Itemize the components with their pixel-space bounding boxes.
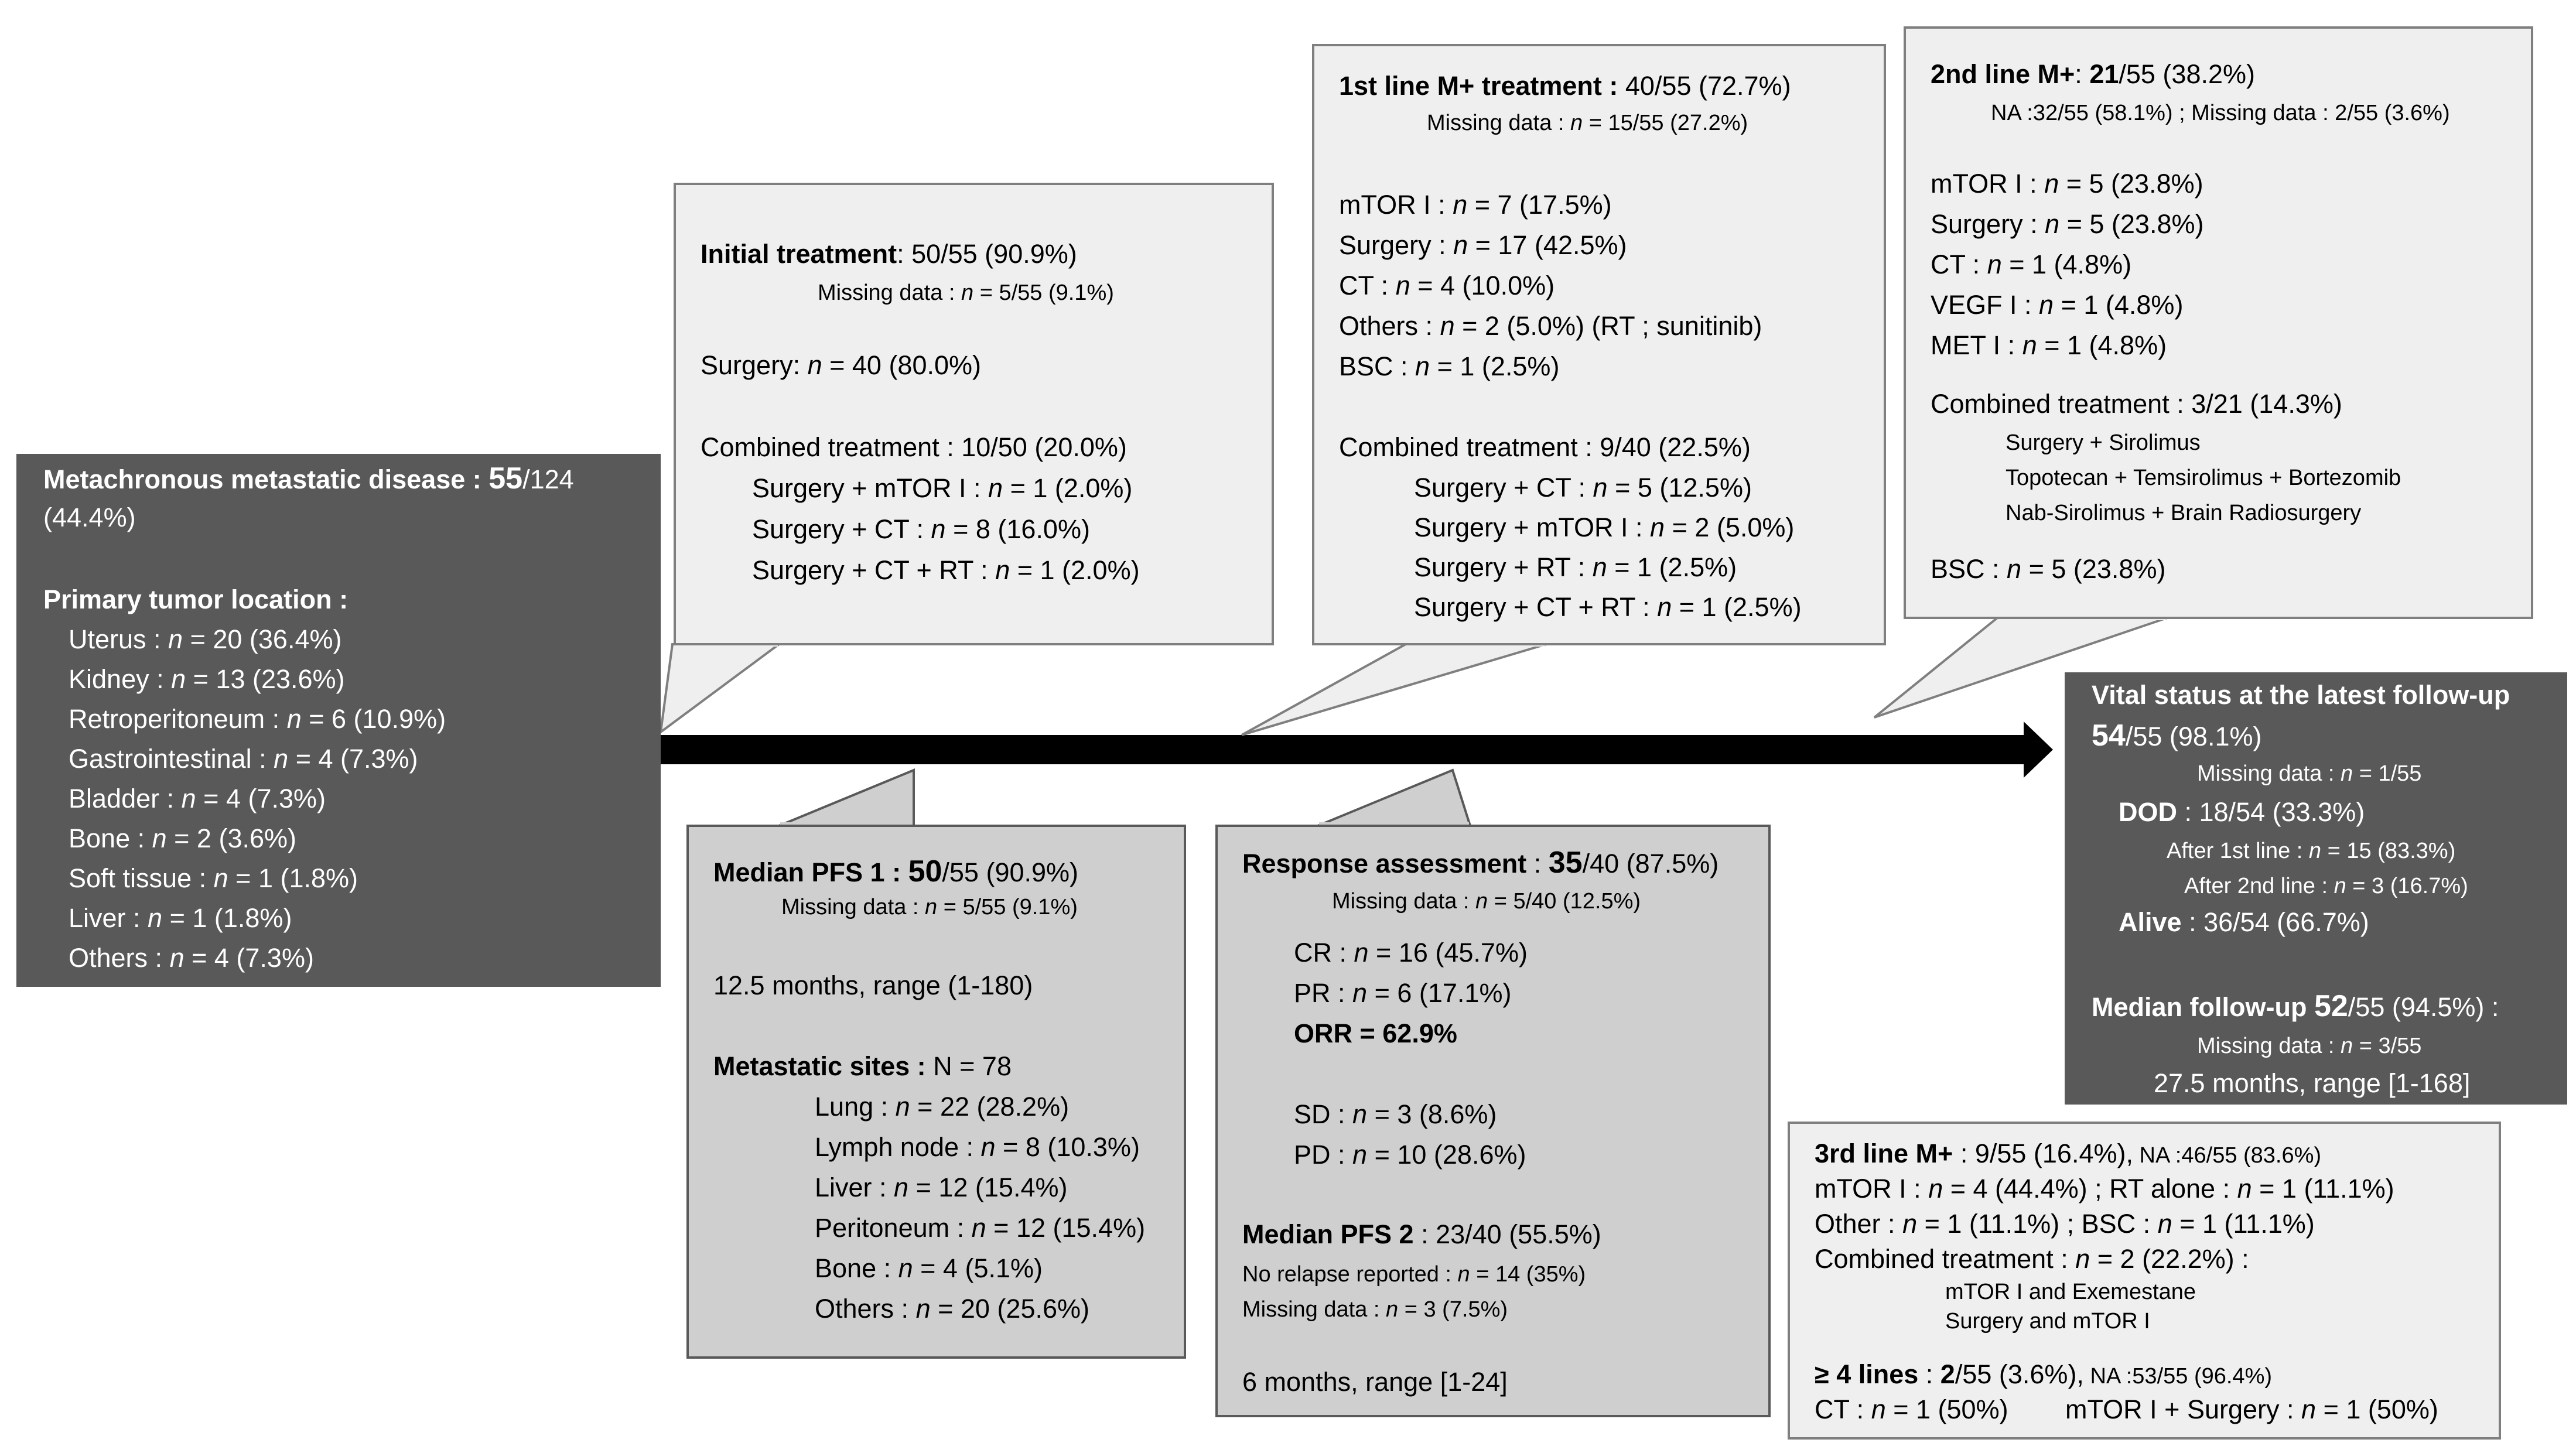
second-line-combined-item: Nab-Sirolimus + Brain Radiosurgery bbox=[2006, 501, 2362, 525]
first-line-combined-item: Surgery + CT : n = 5 (12.5%) bbox=[1414, 473, 1752, 502]
metastatic-site-item: Bone : n = 4 (5.1%) bbox=[815, 1253, 1043, 1283]
timeline-arrow-head bbox=[2024, 722, 2053, 778]
response-callout-tail bbox=[1318, 770, 1470, 826]
third-line-box bbox=[1788, 1122, 2501, 1440]
third-line-row: mTOR I : n = 4 (44.4%) ; RT alone : n = 1 (11.1%) bbox=[1815, 1174, 2394, 1204]
initial-combined-item: Surgery + CT : n = 8 (16.0%) bbox=[752, 514, 1090, 544]
vital-status-box bbox=[2065, 672, 2567, 1105]
metastatic-site-item: Liver : n = 12 (15.4%) bbox=[815, 1172, 1068, 1202]
pfs2-no-relapse: No relapse reported : n = 14 (35%) bbox=[1242, 1262, 1586, 1287]
initial-title: Initial treatment: 50/55 (90.9%) bbox=[701, 239, 1077, 269]
metastatic-site-item: Others : n = 20 (25.6%) bbox=[815, 1294, 1089, 1324]
pfs1-title: Median PFS 1 : 50/55 (90.9%) bbox=[713, 854, 1079, 888]
first-line-callout-tail bbox=[1242, 644, 1546, 735]
third-line-combined: Combined treatment : n = 2 (22.2%) : bbox=[1815, 1244, 2249, 1274]
second-line-item: VEGF I : n = 1 (4.8%) bbox=[1931, 290, 2184, 320]
primary-location-heading: Primary tumor location : bbox=[43, 584, 349, 614]
response-missing: Missing data : n = 5/40 (12.5%) bbox=[1332, 889, 1641, 914]
timeline-arrow-shaft bbox=[659, 735, 2027, 764]
location-item: Gastrointestinal : n = 4 (7.3%) bbox=[69, 744, 418, 774]
pfs2-missing: Missing data : n = 3 (7.5%) bbox=[1242, 1297, 1508, 1322]
first-line-item: Surgery : n = 17 (42.5%) bbox=[1339, 230, 1627, 260]
first-line-combined-item: Surgery + RT : n = 1 (2.5%) bbox=[1414, 552, 1737, 582]
median-followup: Median follow-up 52/55 (94.5%) : bbox=[2092, 989, 2499, 1023]
followup-months: 27.5 months, range [1-168] bbox=[2154, 1068, 2471, 1098]
second-line-combined-item: Surgery + Sirolimus bbox=[2006, 430, 2201, 455]
third-line-combined-item: Surgery and mTOR I bbox=[1945, 1309, 2150, 1334]
metachronous-disease-box bbox=[16, 454, 661, 987]
location-item: Soft tissue : n = 1 (1.8%) bbox=[69, 863, 358, 893]
initial-missing: Missing data : n = 5/55 (9.1%) bbox=[818, 281, 1114, 305]
second-line-combined-item: Topotecan + Temsirolimus + Bortezomib bbox=[2006, 466, 2401, 490]
followup-missing: Missing data : n = 3/55 bbox=[2197, 1034, 2422, 1058]
initial-callout-tail bbox=[661, 644, 779, 732]
location-item: Kidney : n = 13 (23.6%) bbox=[69, 664, 345, 694]
pfs1-missing: Missing data : n = 5/55 (9.1%) bbox=[781, 895, 1078, 919]
four-lines-title: ≥ 4 lines : 2/55 (3.6%), NA :53/55 (96.4%) bbox=[1815, 1359, 2273, 1389]
location-item: Retroperitoneum : n = 6 (10.9%) bbox=[69, 704, 446, 734]
second-line-title: 2nd line M+: 21/55 (38.2%) bbox=[1931, 59, 2255, 89]
first-line-item: BSC : n = 1 (2.5%) bbox=[1339, 351, 1560, 381]
metachronous-title: Metachronous metastatic disease : 55/124 bbox=[43, 461, 574, 495]
first-line-combined-item: Surgery + mTOR I : n = 2 (5.0%) bbox=[1414, 512, 1795, 542]
third-line-title: 3rd line M+ : 9/55 (16.4%), NA :46/55 (83.6%) bbox=[1815, 1139, 2322, 1168]
metastatic-site-item: Lung : n = 22 (28.2%) bbox=[815, 1092, 1070, 1122]
response-item: SD : n = 3 (8.6%) bbox=[1294, 1099, 1497, 1129]
initial-surgery: Surgery: n = 40 (80.0%) bbox=[701, 350, 982, 380]
initial-combined: Combined treatment : 10/50 (20.0%) bbox=[701, 432, 1127, 462]
location-item: Uterus : n = 20 (36.4%) bbox=[69, 624, 342, 654]
first-line-box bbox=[1312, 44, 1886, 645]
alive-line: Alive : 36/54 (66.7%) bbox=[2119, 907, 2369, 937]
first-line-item: mTOR I : n = 7 (17.5%) bbox=[1339, 190, 1612, 220]
second-line-item: MET I : n = 1 (4.8%) bbox=[1931, 330, 2167, 360]
second-line-item: mTOR I : n = 5 (23.8%) bbox=[1931, 169, 2203, 199]
second-line-box bbox=[1904, 26, 2533, 619]
second-line-bsc: BSC : n = 5 (23.8%) bbox=[1931, 554, 2166, 584]
location-item: Bladder : n = 4 (7.3%) bbox=[69, 784, 326, 813]
initial-combined-item: Surgery + CT + RT : n = 1 (2.0%) bbox=[752, 555, 1140, 585]
pfs1-months: 12.5 months, range (1-180) bbox=[713, 970, 1033, 1000]
first-line-item: Others : n = 2 (5.0%) (RT ; sunitinib) bbox=[1339, 311, 1762, 341]
second-line-item: Surgery : n = 5 (23.8%) bbox=[1931, 209, 2204, 239]
initial-combined-item: Surgery + mTOR I : n = 1 (2.0%) bbox=[752, 473, 1133, 503]
pfs1-callout-tail bbox=[779, 770, 914, 826]
metachronous-percent: (44.4%) bbox=[43, 502, 136, 532]
location-item: Bone : n = 2 (3.6%) bbox=[69, 823, 296, 853]
vital-count: 54/55 (98.1%) bbox=[2092, 719, 2262, 753]
metastatic-sites-heading: Metastatic sites : N = 78 bbox=[713, 1051, 1012, 1081]
metastatic-site-item: Peritoneum : n = 12 (15.4%) bbox=[815, 1213, 1146, 1243]
initial-treatment-box bbox=[674, 183, 1274, 645]
first-line-combined: Combined treatment : 9/40 (22.5%) bbox=[1339, 432, 1751, 462]
pfs2-title: Median PFS 2 : 23/40 (55.5%) bbox=[1242, 1219, 1601, 1249]
dod-after-first: After 1st line : n = 15 (83.3%) bbox=[2167, 839, 2456, 863]
first-line-missing: Missing data : n = 15/55 (27.2%) bbox=[1427, 111, 1748, 135]
third-line-row: Other : n = 1 (11.1%) ; BSC : n = 1 (11.1%) bbox=[1815, 1209, 2315, 1239]
third-line-combined-item: mTOR I and Exemestane bbox=[1945, 1280, 2196, 1304]
four-lines-item: mTOR I + Surgery : n = 1 (50%) bbox=[2065, 1394, 2438, 1424]
vital-title: Vital status at the latest follow-up bbox=[2092, 680, 2510, 710]
orr-value: ORR = 62.9% bbox=[1294, 1018, 1457, 1048]
vital-missing: Missing data : n = 1/55 bbox=[2197, 761, 2422, 786]
first-line-combined-item: Surgery + CT + RT : n = 1 (2.5%) bbox=[1414, 592, 1802, 622]
response-item: PR : n = 6 (17.1%) bbox=[1294, 978, 1512, 1008]
response-item: CR : n = 16 (45.7%) bbox=[1294, 938, 1528, 967]
first-line-item: CT : n = 4 (10.0%) bbox=[1339, 271, 1555, 300]
location-item: Liver : n = 1 (1.8%) bbox=[69, 903, 292, 933]
dod-line: DOD : 18/54 (33.3%) bbox=[2119, 797, 2365, 827]
metastatic-site-item: Lymph node : n = 8 (10.3%) bbox=[815, 1132, 1140, 1162]
first-line-title: 1st line M+ treatment : 40/55 (72.7%) bbox=[1339, 71, 1791, 101]
pfs1-box bbox=[686, 825, 1186, 1359]
dod-after-second: After 2nd line : n = 3 (16.7%) bbox=[2184, 874, 2468, 898]
location-item: Others : n = 4 (7.3%) bbox=[69, 943, 314, 973]
response-title: Response assessment : 35/40 (87.5%) bbox=[1242, 846, 1719, 880]
second-line-combined: Combined treatment : 3/21 (14.3%) bbox=[1931, 389, 2342, 419]
second-line-item: CT : n = 1 (4.8%) bbox=[1931, 249, 2132, 279]
response-box bbox=[1215, 825, 1771, 1417]
response-item: PD : n = 10 (28.6%) bbox=[1294, 1140, 1526, 1170]
four-lines-item: CT : n = 1 (50%) bbox=[1815, 1394, 2008, 1424]
pfs2-months: 6 months, range [1-24] bbox=[1242, 1367, 1508, 1397]
second-line-na: NA :32/55 (58.1%) ; Missing data : 2/55 (3.6%) bbox=[1991, 101, 2450, 125]
